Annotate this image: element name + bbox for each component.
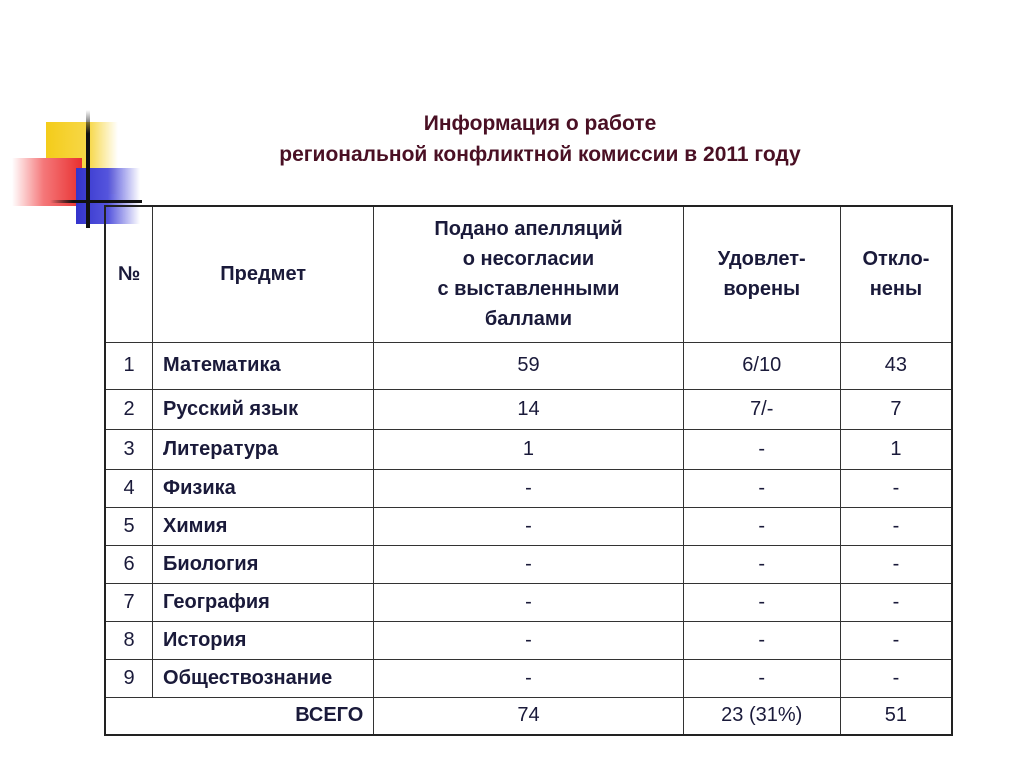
header-filed-line: Подано апелляций	[434, 218, 623, 241]
header-number: №	[105, 206, 153, 342]
appeals-table	[104, 205, 953, 736]
row-subject: Русский язык	[153, 389, 374, 429]
table-row	[105, 621, 952, 659]
table-row	[105, 469, 952, 507]
row-number: 9	[105, 659, 153, 697]
header-filed-line: с выставленными	[437, 278, 620, 301]
row-rejected: -	[840, 545, 952, 583]
row-filed: -	[374, 507, 683, 545]
row-satisfied: -	[683, 469, 840, 507]
header-rejected-line: нены	[869, 278, 923, 301]
row-rejected: -	[840, 583, 952, 621]
row-satisfied: -	[683, 507, 840, 545]
row-rejected: 43	[840, 342, 952, 389]
header-filed-line: о несогласии	[462, 248, 595, 271]
row-filed: -	[374, 583, 683, 621]
header-subject: Предмет	[153, 206, 374, 342]
row-rejected: 7	[840, 389, 952, 429]
row-number: 8	[105, 621, 153, 659]
row-satisfied: 6/10	[683, 342, 840, 389]
row-satisfied: -	[683, 659, 840, 697]
row-subject: География	[153, 583, 374, 621]
row-subject: Математика	[153, 342, 374, 389]
header-rejected	[840, 206, 952, 342]
header-satisfied-line: ворены	[723, 278, 801, 301]
decorative-red-square	[12, 158, 82, 206]
row-rejected: 1	[840, 429, 952, 469]
row-subject: Физика	[153, 469, 374, 507]
table-header-row	[105, 206, 952, 342]
row-filed: -	[374, 545, 683, 583]
table-row	[105, 429, 952, 469]
row-number: 3	[105, 429, 153, 469]
row-rejected: -	[840, 659, 952, 697]
decorative-vertical-line	[86, 110, 90, 228]
row-filed: -	[374, 659, 683, 697]
table-row	[105, 659, 952, 697]
table-row	[105, 545, 952, 583]
row-subject: Литература	[153, 429, 374, 469]
row-number: 1	[105, 342, 153, 389]
total-label: ВСЕГО	[105, 697, 374, 735]
row-filed: -	[374, 469, 683, 507]
row-subject: Биология	[153, 545, 374, 583]
row-rejected: -	[840, 621, 952, 659]
row-satisfied: -	[683, 429, 840, 469]
row-rejected: -	[840, 469, 952, 507]
slide-title	[240, 108, 840, 170]
row-rejected: -	[840, 507, 952, 545]
title-line-2: региональной конфликтной комиссии в 2011 году	[279, 143, 801, 166]
decorative-horizontal-line	[50, 200, 142, 203]
row-subject: Химия	[153, 507, 374, 545]
header-satisfied-line: Удовлет-	[717, 248, 806, 271]
table-row	[105, 507, 952, 545]
table-row	[105, 583, 952, 621]
table-total-row	[105, 697, 952, 735]
title-line-1: Информация о работе	[423, 112, 657, 135]
table-row	[105, 342, 952, 389]
row-number: 6	[105, 545, 153, 583]
row-satisfied: -	[683, 583, 840, 621]
row-number: 7	[105, 583, 153, 621]
row-subject: История	[153, 621, 374, 659]
total-rejected: 51	[840, 697, 952, 735]
row-satisfied: -	[683, 621, 840, 659]
total-satisfied: 23 (31%)	[683, 697, 840, 735]
row-subject: Обществознание	[153, 659, 374, 697]
row-satisfied: 7/-	[683, 389, 840, 429]
header-rejected-line: Откло-	[862, 248, 930, 271]
row-filed: -	[374, 621, 683, 659]
row-number: 5	[105, 507, 153, 545]
row-satisfied: -	[683, 545, 840, 583]
table-row	[105, 389, 952, 429]
header-filed	[374, 206, 683, 342]
header-filed-line: баллами	[484, 308, 573, 331]
row-filed: 1	[374, 429, 683, 469]
row-number: 4	[105, 469, 153, 507]
row-filed: 59	[374, 342, 683, 389]
row-filed: 14	[374, 389, 683, 429]
total-filed: 74	[374, 697, 683, 735]
row-number: 2	[105, 389, 153, 429]
header-satisfied	[683, 206, 840, 342]
